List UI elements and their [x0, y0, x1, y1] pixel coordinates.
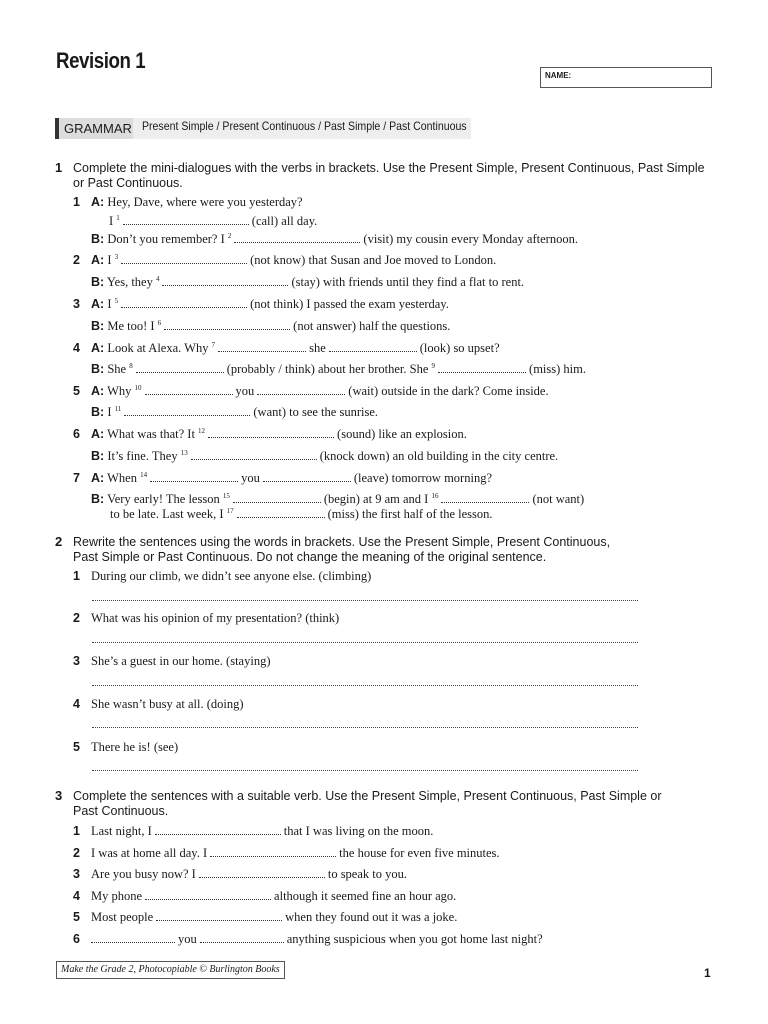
answer-blank[interactable]	[155, 824, 281, 835]
answer-line[interactable]	[92, 685, 638, 686]
dialogue-line: to be late. Last week, I $^{17}$ (miss) the first half of the lesson.	[110, 507, 493, 521]
item-number: 6	[73, 427, 80, 441]
item-number: 5	[73, 740, 80, 754]
dialogue-line: A: When $^{14}$ you (leave) tomorrow morning?	[91, 471, 492, 485]
sentence: During our climb, we didn’t see anyone else. (climbing)	[91, 569, 372, 583]
dialogue-line: B: She $^8$ (probably / think) about her brother. She $^9$ (miss) him.	[91, 362, 586, 376]
answer-blank[interactable]	[199, 867, 325, 878]
answer-blank[interactable]	[145, 384, 233, 395]
dialogue-line: I $^1$ (call) all day.	[109, 214, 318, 228]
page-number: 1	[704, 966, 711, 980]
sentence: Most people when they found out it was a joke.	[91, 910, 458, 924]
item-number: 4	[73, 889, 80, 903]
answer-blank[interactable]	[441, 492, 529, 503]
answer-blank[interactable]	[200, 932, 284, 943]
exercise-number: 3	[55, 788, 63, 803]
item-number: 3	[73, 297, 80, 311]
dialogue-line: A: Look at Alexa. Why $^7$ she (look) so upset?	[91, 341, 500, 355]
answer-blank[interactable]	[150, 471, 238, 482]
answer-blank[interactable]	[123, 214, 249, 225]
dialogue-line: A: I $^5$ (not think) I passed the exam yesterday.	[91, 297, 449, 311]
exercise-instruction: Complete the sentences with a suitable verb. Use the Present Simple, Present Continuous, Past Simple or Past Continuous.	[73, 789, 662, 818]
answer-blank[interactable]	[156, 910, 282, 921]
dialogue-line: A: I $^3$ (not know) that Susan and Joe moved to London.	[91, 253, 497, 267]
exercise-number: 1	[55, 160, 63, 175]
dialogue-line: B: Don’t you remember? I $^2$ (visit) my cousin every Monday afternoon.	[91, 232, 578, 246]
answer-blank[interactable]	[121, 253, 247, 264]
answer-blank[interactable]	[145, 889, 271, 900]
section-header	[55, 118, 471, 139]
item-number: 2	[73, 611, 80, 625]
answer-blank[interactable]	[438, 362, 526, 373]
sentence: She wasn’t busy at all. (doing)	[91, 697, 244, 711]
answer-blank[interactable]	[218, 341, 306, 352]
name-label: NAME:	[545, 71, 572, 80]
sentence: My phone although it seemed fine an hour ago.	[91, 889, 457, 903]
exercise-instruction: Rewrite the sentences using the words in brackets. Use the Present Simple, Present Continuous, Past Simple or Past Continuous. Do not change the meaning of the original sentence.	[73, 535, 611, 564]
page-title: Revision 1	[56, 48, 146, 73]
dialogue-line: A: Hey, Dave, where were you yesterday?	[91, 195, 303, 209]
answer-blank[interactable]	[210, 846, 336, 857]
answer-blank[interactable]	[234, 232, 360, 243]
name-field[interactable]	[540, 67, 712, 88]
sentence: Are you busy now? I to speak to you.	[91, 867, 408, 881]
answer-blank[interactable]	[233, 492, 321, 503]
dialogue-line: A: What was that? It $^{12}$ (sound) like an explosion.	[91, 427, 467, 441]
exercise-number: 2	[55, 534, 63, 549]
item-number: 4	[73, 341, 80, 355]
dialogue-line: B: It’s fine. They $^{13}$ (knock down) an old building in the city centre.	[91, 449, 559, 463]
answer-blank[interactable]	[257, 384, 345, 395]
dialogue-line: B: Me too! I $^6$ (not answer) half the questions.	[91, 319, 451, 333]
sentence: She’s a guest in our home. (staying)	[91, 654, 271, 668]
answer-blank[interactable]	[191, 449, 317, 460]
item-number: 5	[73, 910, 80, 924]
sentence: Last night, I that I was living on the moon.	[91, 824, 434, 838]
item-number: 5	[73, 384, 80, 398]
item-number: 3	[73, 867, 80, 881]
item-number: 1	[73, 824, 80, 838]
footer-credit: Make the Grade 2, Photocopiable © Burlington Books	[56, 961, 285, 979]
item-number: 2	[73, 253, 80, 267]
dialogue-line: B: I $^{11}$ (want) to see the sunrise.	[91, 405, 378, 419]
answer-blank[interactable]	[91, 932, 175, 943]
item-number: 2	[73, 846, 80, 860]
answer-line[interactable]	[92, 727, 638, 728]
answer-blank[interactable]	[136, 362, 224, 373]
item-number: 1	[73, 569, 80, 583]
answer-line[interactable]	[92, 642, 638, 643]
dialogue-line: A: Why $^{10}$ you (wait) outside in the dark? Come inside.	[91, 384, 549, 398]
answer-blank[interactable]	[329, 341, 417, 352]
sentence: you anything suspicious when you got home last night?	[91, 932, 543, 947]
section-topic: Present Simple / Present Continuous / Past Simple / Past Continuous	[142, 119, 467, 133]
answer-blank[interactable]	[162, 275, 288, 286]
item-number: 7	[73, 471, 80, 485]
dialogue-line: B: Very early! The lesson $^{15}$ (begin) at 9 am and I $^{16}$ (not want)	[91, 492, 585, 506]
answer-blank[interactable]	[263, 471, 351, 482]
sentence: What was his opinion of my presentation? (think)	[91, 611, 340, 625]
sentence: I was at home all day. I the house for even five minutes.	[91, 846, 500, 860]
item-number: 1	[73, 195, 80, 209]
answer-blank[interactable]	[164, 319, 290, 330]
item-number: 6	[73, 932, 80, 946]
answer-blank[interactable]	[121, 297, 247, 308]
dialogue-line: B: Yes, they $^4$ (stay) with friends until they find a flat to rent.	[91, 275, 525, 289]
item-number: 3	[73, 654, 80, 668]
answer-blank[interactable]	[124, 405, 250, 416]
item-number: 4	[73, 697, 80, 711]
answer-line[interactable]	[92, 770, 638, 771]
answer-line[interactable]	[92, 600, 638, 601]
section-label: GRAMMAR	[55, 118, 133, 139]
sentence: There he is! (see)	[91, 740, 179, 754]
exercise-instruction: Complete the mini-dialogues with the verbs in brackets. Use the Present Simple, Present Continuous, Past Simple or Past Continuous.	[73, 161, 705, 190]
answer-blank[interactable]	[237, 507, 325, 518]
answer-blank[interactable]	[208, 427, 334, 438]
